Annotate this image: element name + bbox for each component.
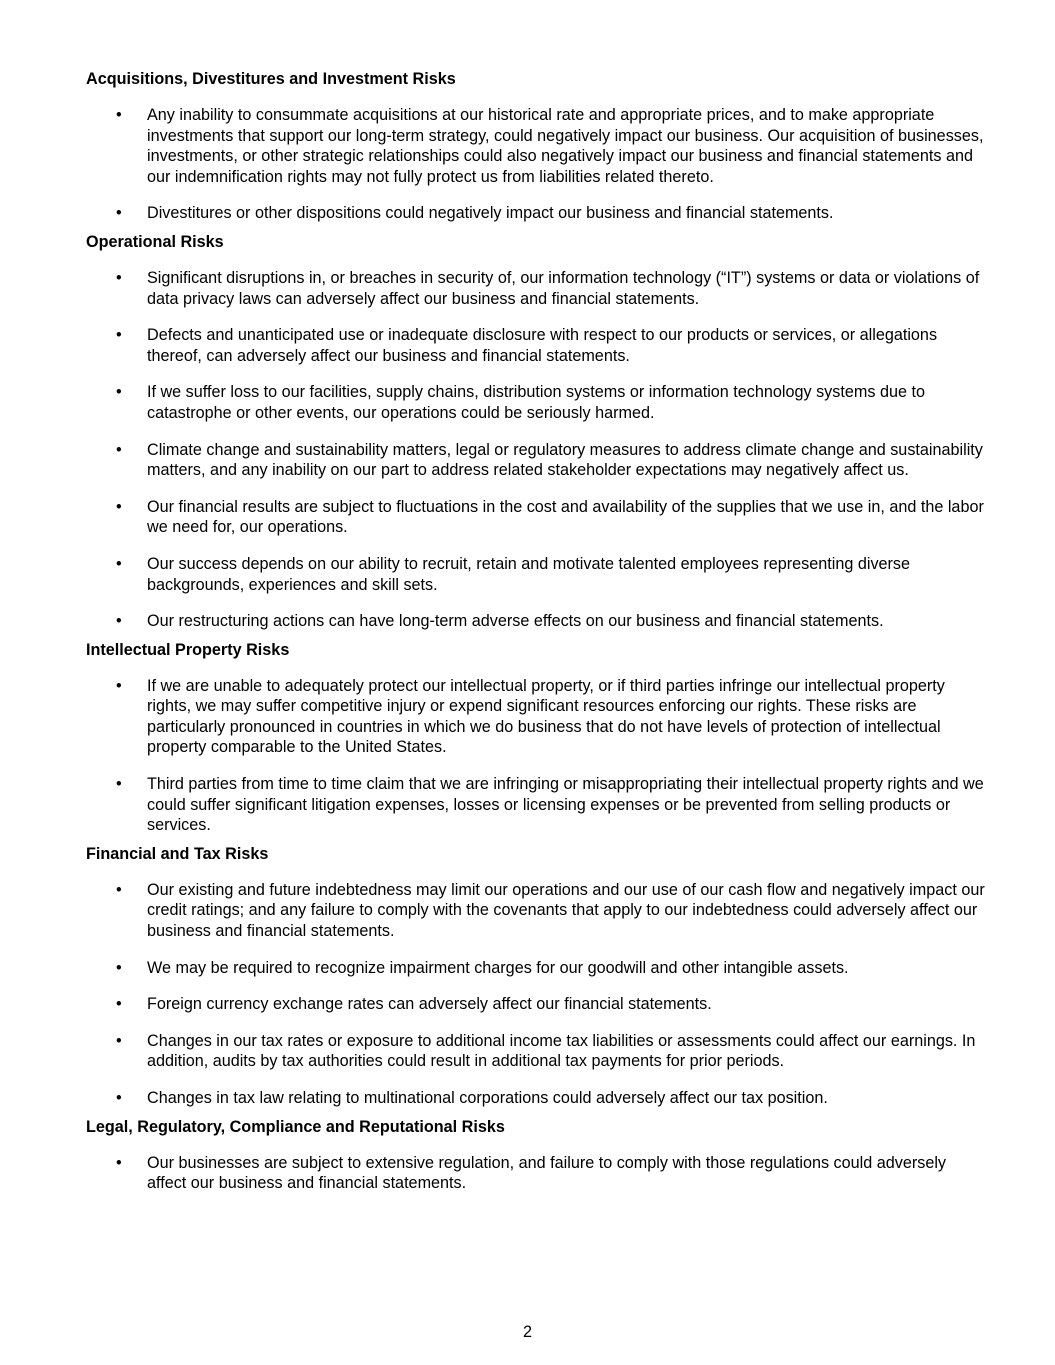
list-item-text: Defects and unanticipated use or inadequate disclosure with respect to our products or services, or allegations thereof, can adversely affect our business and financial statements. <box>147 326 938 365</box>
list-item <box>86 994 986 1015</box>
list-item <box>86 1153 986 1194</box>
list-item-text: Climate change and sustainability matters, legal or regulatory measures to address climate change and sustainability matters, and any inability on our part to address related stakeholder expectations may negatively affect us. <box>147 440 983 480</box>
bullet-icon: • <box>116 958 122 977</box>
bullet-icon: • <box>116 1031 122 1050</box>
bullet-list <box>86 676 986 836</box>
list-item-text: Our restructuring actions can have long-term adverse effects on our business and financial statements. <box>147 612 884 631</box>
bullet-icon: • <box>116 497 122 516</box>
list-item-text: Our success depends on our ability to recruit, retain and motivate talented employees representing diverse backgrounds, experiences and skill sets. <box>147 554 911 594</box>
list-item-text: Our existing and future indebtedness may limit our operations and our use of our cash flow and negatively impact our credit ratings; and any failure to comply with the covenants that apply to our indebtedness could adversely affect our business and financial statements. <box>147 880 985 941</box>
bullet-icon: • <box>116 612 122 631</box>
bullet-icon: • <box>116 995 122 1014</box>
section-heading: Intellectual Property Risks <box>86 640 290 659</box>
list-item-text: Divestitures or other dispositions could negatively impact our business and financial statements. <box>147 204 834 223</box>
list-item <box>86 382 986 423</box>
list-item <box>86 268 986 309</box>
bullet-list <box>86 1153 986 1194</box>
list-item <box>86 497 986 538</box>
list-item-text: Changes in our tax rates or exposure to additional income tax liabilities or assessments could affect our earnings. In addition, audits by tax authorities could result in additional tax payments for prior periods. <box>147 1031 976 1071</box>
section-legal-regulatory <box>86 1117 986 1194</box>
list-item-text: Our businesses are subject to extensive regulation, and failure to comply with those regulations could adversely affect our business and financial statements. <box>147 1153 947 1193</box>
section-heading: Acquisitions, Divestitures and Investment Risks <box>86 70 456 88</box>
list-item-text: If we suffer loss to our facilities, supply chains, distribution systems or information technology systems due to catastrophe or other events, our operations could be seriously harmed. <box>147 383 925 422</box>
list-item <box>86 880 986 942</box>
list-item <box>86 1031 986 1072</box>
list-item <box>86 554 986 595</box>
section-heading: Legal, Regulatory, Compliance and Reputational Risks <box>86 1117 505 1136</box>
list-item-text: Changes in tax law relating to multinational corporations could adversely affect our tax position. <box>147 1089 828 1107</box>
bullet-icon: • <box>116 383 122 402</box>
list-item <box>86 958 986 979</box>
bullet-list <box>86 105 986 224</box>
bullet-list <box>86 268 986 632</box>
bullet-icon: • <box>116 326 122 345</box>
bullet-list <box>86 880 986 1109</box>
section-heading: Operational Risks <box>86 232 224 251</box>
list-item <box>86 774 986 836</box>
section-operational <box>86 232 986 632</box>
page-number: 2 <box>522 1323 532 1341</box>
list-item <box>86 676 986 758</box>
document-page <box>86 69 986 1202</box>
bullet-icon: • <box>116 106 122 124</box>
list-item <box>86 105 986 187</box>
list-item <box>86 1088 986 1109</box>
bullet-icon: • <box>116 775 122 794</box>
list-item <box>86 325 986 366</box>
bullet-icon: • <box>116 268 122 287</box>
bullet-icon: • <box>116 1153 122 1172</box>
list-item-text: If we are unable to adequately protect our intellectual property, or if third parties infringe our intellectual property rights, we may suffer competitive injury or expend significant resources enforcing our rights. These risks are particularly pronounced in countries in which we do business that do not have levels of protection of intellectual property comparable to the United States. <box>147 676 945 757</box>
list-item <box>86 440 986 481</box>
list-item <box>86 611 986 632</box>
list-item-text: We may be required to recognize impairment charges for our goodwill and other intangible assets. <box>147 958 849 977</box>
list-item-text: Any inability to consummate acquisitions at our historical rate and appropriate prices, and to make appropriate investments that support our long-term strategy, could negatively impact our business. Our acquisition of businesses, investments, or other strategic relationships could also negatively impact our business and financial statements and our indemnification rights may not fully protect us from liabilities related thereto. <box>147 106 984 186</box>
list-item-text: Foreign currency exchange rates can adversely affect our financial statements. <box>147 995 712 1014</box>
bullet-icon: • <box>116 204 122 223</box>
section-acquisitions <box>86 69 986 224</box>
section-financial-tax <box>86 844 986 1109</box>
bullet-icon: • <box>116 554 122 573</box>
list-item-text: Our financial results are subject to fluctuations in the cost and availability of the supplies that we use in, and the labor we need for, our operations. <box>147 497 984 537</box>
bullet-icon: • <box>116 440 122 459</box>
bullet-icon: • <box>116 676 122 695</box>
section-heading: Financial and Tax Risks <box>86 844 269 863</box>
bullet-icon: • <box>116 1089 122 1107</box>
list-item-text: Significant disruptions in, or breaches in security of, our information technology (“IT”) systems or data or violations of data privacy laws can adversely affect our business and financial statements. <box>147 268 980 308</box>
list-item-text: Third parties from time to time claim that we are infringing or misappropriating their intellectual property rights and we could suffer significant litigation expenses, losses or licensing expenses or be prevented from selling products or services. <box>147 775 984 835</box>
bullet-icon: • <box>116 880 122 899</box>
section-intellectual-property <box>86 640 986 836</box>
list-item <box>86 203 986 224</box>
